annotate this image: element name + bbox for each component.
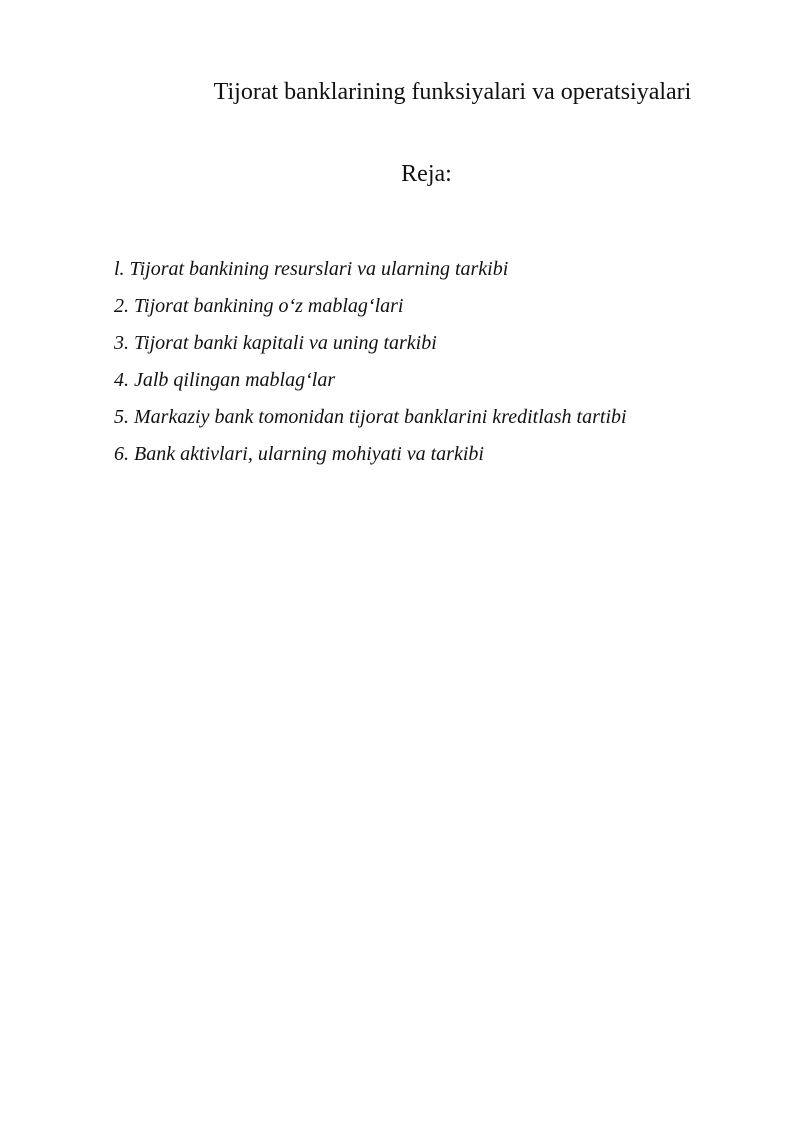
plan-item: l. Tijorat bankining resurslari va ularning tarkibi xyxy=(114,258,509,280)
plan-list xyxy=(114,251,754,473)
plan-item: 6. Bank aktivlari, ularning mohiyati va tarkibi xyxy=(114,443,484,465)
document-title: Tijorat banklarining funksiyalari va operatsiyalari xyxy=(213,79,692,105)
plan-item: 4. Jalb qilingan mablag‘lar xyxy=(114,369,336,391)
plan-item: 2. Tijorat bankining o‘z mablag‘lari xyxy=(114,295,404,317)
plan-item: 3. Tijorat banki kapitali va uning tarkibi xyxy=(114,332,437,354)
plan-heading: Reja: xyxy=(401,161,452,187)
plan-item: 5. Markaziy bank tomonidan tijorat banklarini kreditlash tartibi xyxy=(114,406,627,428)
